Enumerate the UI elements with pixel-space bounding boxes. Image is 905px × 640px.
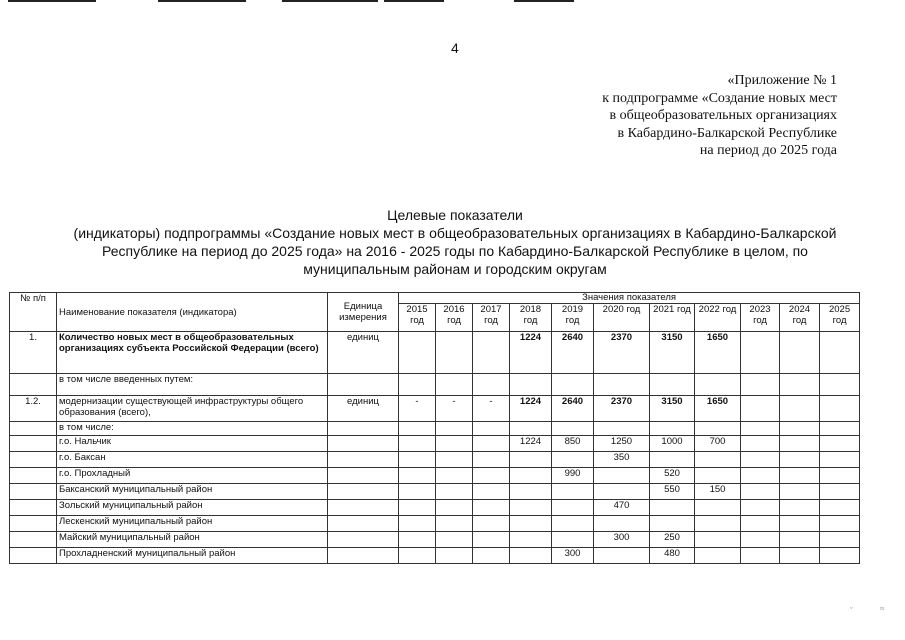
row-number: [10, 548, 57, 564]
value-cell: [552, 532, 594, 548]
table-row: [10, 532, 860, 548]
row-number: [10, 452, 57, 468]
row-number: [10, 468, 57, 484]
value-cell: [510, 452, 552, 468]
value-cell: 520: [650, 468, 695, 484]
appendix-header: [602, 72, 837, 160]
value-cell: [436, 532, 473, 548]
value-cell: [473, 374, 510, 396]
value-cell: 550: [650, 484, 695, 500]
value-cell: [473, 332, 510, 374]
title-line: Республике на период до 2025 года» на 2016 - 2025 годы по Кабардино-Балкарской Республике в целом, по: [102, 243, 808, 259]
unit: единиц: [328, 332, 399, 374]
value-cell: [820, 532, 860, 548]
value-cell: [820, 422, 860, 436]
value-cell: [780, 548, 820, 564]
row-number: [10, 436, 57, 452]
indicator-name: Лескенский муниципальный район: [57, 516, 328, 532]
value-cell: [436, 484, 473, 500]
value-cell: [741, 452, 780, 468]
indicator-name: г.о. Нальчик: [57, 436, 328, 452]
value-cell: [741, 422, 780, 436]
value-cell: [473, 532, 510, 548]
header-year: 2017 год: [473, 304, 510, 332]
value-cell: [399, 332, 436, 374]
value-cell: 350: [594, 452, 650, 468]
value-cell: [741, 374, 780, 396]
value-cell: [780, 436, 820, 452]
value-cell: [650, 516, 695, 532]
table-row: [10, 484, 860, 500]
value-cell: [510, 422, 552, 436]
value-cell: [780, 422, 820, 436]
value-cell: [473, 484, 510, 500]
value-cell: 470: [594, 500, 650, 516]
row-number: 1.2.: [10, 396, 57, 422]
indicator-name: модернизации существующей инфраструктуры общего образования (всего),: [57, 396, 328, 422]
value-cell: 300: [552, 548, 594, 564]
unit: [328, 468, 399, 484]
value-cell: [473, 500, 510, 516]
value-cell: [594, 548, 650, 564]
indicators-table: [9, 292, 860, 564]
value-cell: [436, 374, 473, 396]
value-cell: 1224: [510, 332, 552, 374]
value-cell: [399, 548, 436, 564]
header-unit: Единица измерения: [328, 293, 399, 332]
value-cell: [399, 500, 436, 516]
indicator-name: в том числе введенных путем:: [57, 374, 328, 396]
row-number: [10, 532, 57, 548]
value-cell: [399, 484, 436, 500]
table-row: [10, 516, 860, 532]
indicator-name: Прохладненский муниципальный район: [57, 548, 328, 564]
unit: [328, 452, 399, 468]
appendix-line: на период до 2025 года: [699, 143, 837, 158]
value-cell: [399, 516, 436, 532]
value-cell: 1650: [695, 332, 741, 374]
value-cell: [473, 436, 510, 452]
header-year: 2015 год: [399, 304, 436, 332]
value-cell: [510, 484, 552, 500]
value-cell: -: [473, 396, 510, 422]
value-cell: [780, 484, 820, 500]
value-cell: [741, 484, 780, 500]
value-cell: [552, 452, 594, 468]
value-cell: 1224: [510, 436, 552, 452]
value-cell: [695, 500, 741, 516]
table-row: [10, 468, 860, 484]
value-cell: 150: [695, 484, 741, 500]
value-cell: [741, 516, 780, 532]
scan-speck: ≈: [880, 604, 885, 613]
value-cell: [594, 516, 650, 532]
value-cell: [780, 332, 820, 374]
unit: единиц: [328, 396, 399, 422]
value-cell: [594, 422, 650, 436]
appendix-line: «Приложение № 1: [727, 73, 837, 88]
value-cell: [473, 468, 510, 484]
row-number: [10, 422, 57, 436]
value-cell: [695, 468, 741, 484]
document-title: [60, 206, 850, 278]
table-row: [10, 374, 860, 396]
value-cell: [820, 468, 860, 484]
value-cell: [780, 396, 820, 422]
value-cell: [741, 548, 780, 564]
table-row: [10, 396, 860, 422]
scan-artifact-line: [158, 0, 246, 2]
value-cell: [820, 500, 860, 516]
indicator-name: Баксанский муниципальный район: [57, 484, 328, 500]
value-cell: [820, 452, 860, 468]
scan-artifact-line: [514, 0, 574, 2]
title-line: Целевые показатели: [387, 207, 523, 223]
indicator-name: г.о. Баксан: [57, 452, 328, 468]
value-cell: [695, 452, 741, 468]
value-cell: 480: [650, 548, 695, 564]
value-cell: [780, 374, 820, 396]
value-cell: [780, 468, 820, 484]
value-cell: [552, 516, 594, 532]
value-cell: [695, 374, 741, 396]
value-cell: 2370: [594, 396, 650, 422]
value-cell: [436, 468, 473, 484]
unit: [328, 500, 399, 516]
value-cell: [552, 422, 594, 436]
value-cell: [399, 436, 436, 452]
value-cell: [780, 452, 820, 468]
value-cell: [741, 532, 780, 548]
value-cell: [594, 468, 650, 484]
value-cell: [399, 532, 436, 548]
value-cell: 1000: [650, 436, 695, 452]
header-num: № п/п: [10, 293, 57, 332]
indicator-name: г.о. Прохладный: [57, 468, 328, 484]
table-row: [10, 332, 860, 374]
value-cell: 990: [552, 468, 594, 484]
value-cell: [650, 452, 695, 468]
header-year: 2025 год: [820, 304, 860, 332]
table-row: [10, 436, 860, 452]
value-cell: [820, 436, 860, 452]
value-cell: [695, 422, 741, 436]
value-cell: [780, 532, 820, 548]
header-year: 2023 год: [741, 304, 780, 332]
row-number: 1.: [10, 332, 57, 374]
row-number: [10, 516, 57, 532]
value-cell: [510, 374, 552, 396]
value-cell: [399, 468, 436, 484]
value-cell: 850: [552, 436, 594, 452]
value-cell: [820, 516, 860, 532]
value-cell: 2370: [594, 332, 650, 374]
table-row: [10, 422, 860, 436]
title-line: муниципальным районам и городским округам: [303, 261, 607, 277]
value-cell: [695, 516, 741, 532]
value-cell: [399, 422, 436, 436]
header-year: 2022 год: [695, 304, 741, 332]
header-year: 2018 год: [510, 304, 552, 332]
value-cell: [820, 332, 860, 374]
appendix-line: в Кабардино-Балкарской Республике: [617, 125, 837, 141]
scan-artifact-line: [282, 0, 378, 2]
page-number: 4: [451, 40, 459, 56]
value-cell: [594, 374, 650, 396]
value-cell: [650, 374, 695, 396]
value-cell: -: [399, 396, 436, 422]
table-row: [10, 452, 860, 468]
unit: [328, 532, 399, 548]
header-year: 2021 год: [650, 304, 695, 332]
value-cell: [695, 532, 741, 548]
row-number: [10, 484, 57, 500]
value-cell: 250: [650, 532, 695, 548]
appendix-line: в общеобразовательных организациях: [609, 108, 837, 123]
value-cell: [436, 332, 473, 374]
unit: [328, 374, 399, 396]
value-cell: [552, 500, 594, 516]
header-year: 2020 год: [594, 304, 650, 332]
value-cell: [436, 452, 473, 468]
value-cell: [741, 332, 780, 374]
value-cell: [510, 468, 552, 484]
value-cell: [780, 516, 820, 532]
row-number: [10, 500, 57, 516]
unit: [328, 436, 399, 452]
value-cell: [650, 422, 695, 436]
title-line: (индикаторы) подпрограммы «Создание новых мест в общеобразовательных организациях в Кабардино-Балкарской: [73, 225, 837, 241]
value-cell: [552, 374, 594, 396]
value-cell: [820, 484, 860, 500]
unit: [328, 516, 399, 532]
value-cell: [650, 500, 695, 516]
value-cell: [741, 468, 780, 484]
header-year: 2024 год: [780, 304, 820, 332]
value-cell: [695, 548, 741, 564]
header-year: 2019 год: [552, 304, 594, 332]
value-cell: 1250: [594, 436, 650, 452]
row-number: [10, 374, 57, 396]
unit: [328, 422, 399, 436]
header-year: 2016 год: [436, 304, 473, 332]
appendix-line: к подпрограмме «Создание новых мест: [602, 90, 837, 106]
value-cell: [399, 374, 436, 396]
value-cell: 2640: [552, 332, 594, 374]
value-cell: 3150: [650, 396, 695, 422]
table-row: [10, 548, 860, 564]
value-cell: [510, 548, 552, 564]
value-cell: -: [436, 396, 473, 422]
indicator-name: в том числе:: [57, 422, 328, 436]
unit: [328, 484, 399, 500]
value-cell: [473, 422, 510, 436]
value-cell: [820, 374, 860, 396]
value-cell: [473, 452, 510, 468]
value-cell: [436, 516, 473, 532]
value-cell: [820, 396, 860, 422]
scan-artifact-line: [8, 0, 96, 2]
value-cell: 2640: [552, 396, 594, 422]
scan-artifact-line: [384, 0, 444, 2]
value-cell: [510, 500, 552, 516]
value-cell: 300: [594, 532, 650, 548]
value-cell: 3150: [650, 332, 695, 374]
value-cell: [741, 396, 780, 422]
value-cell: [436, 548, 473, 564]
value-cell: 1224: [510, 396, 552, 422]
value-cell: [552, 484, 594, 500]
value-cell: [780, 500, 820, 516]
header-values: Значения показателя: [399, 293, 860, 304]
table-row: [10, 500, 860, 516]
value-cell: [436, 422, 473, 436]
unit: [328, 548, 399, 564]
value-cell: [741, 500, 780, 516]
value-cell: [820, 548, 860, 564]
indicator-name: Зольский муниципальный район: [57, 500, 328, 516]
value-cell: [510, 516, 552, 532]
value-cell: [594, 484, 650, 500]
value-cell: 700: [695, 436, 741, 452]
header-name: Наименование показателя (индикатора): [57, 293, 328, 332]
value-cell: [510, 532, 552, 548]
indicator-name: Количество новых мест в общеобразовательных организациях субъекта Российской Федерации (всего): [57, 332, 328, 374]
scan-speck: ˇ: [850, 606, 853, 615]
value-cell: [436, 500, 473, 516]
value-cell: [436, 436, 473, 452]
value-cell: [473, 548, 510, 564]
value-cell: [473, 516, 510, 532]
value-cell: [399, 452, 436, 468]
value-cell: [741, 436, 780, 452]
value-cell: 1650: [695, 396, 741, 422]
indicator-name: Майский муниципальный район: [57, 532, 328, 548]
